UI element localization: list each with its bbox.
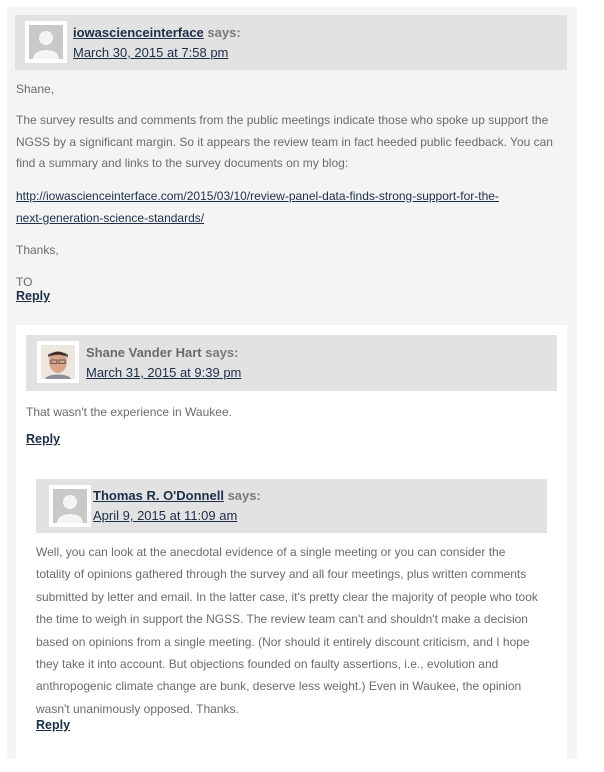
reply-button[interactable]: Reply bbox=[16, 289, 51, 303]
nested-comment bbox=[26, 469, 557, 759]
comment-paragraph: That wasn't the experience in Waukee. bbox=[26, 405, 232, 419]
says-label: says: bbox=[205, 345, 239, 360]
link-line-2: next-generation-science-standards/ bbox=[16, 210, 205, 225]
comment-paragraph: Shane, bbox=[16, 82, 55, 96]
comment-author-link[interactable]: iowascienceinterface bbox=[73, 25, 204, 40]
default-avatar-icon bbox=[29, 25, 63, 59]
nested-comment bbox=[16, 325, 567, 759]
comment-thread bbox=[7, 7, 577, 759]
comment-link-paragraph bbox=[16, 185, 556, 229]
comment-body bbox=[26, 401, 546, 423]
comment-date-link[interactable]: March 30, 2015 at 7:58 pm bbox=[73, 45, 229, 60]
avatar bbox=[37, 341, 79, 383]
comment-paragraph: Well, you can look at the anecdotal evidence of a single meeting or you can consider the totality of opinions gathered through the survey and all four meetings, plus written comments submitted by letter and email. In the latter case, it's pretty clear the majority of people who took the time to weigh in support the NGSS. The review team can't and shouldn't make a decision based on opinions from a single meeting. (Nor should it entirely discount criticism, and I hope they take it into account. But objections founded on faulty assertions, i.e., evolution and anthropogenic climate change are bunk, deserve less weight.) Even in Waukee, the opinion wasn't unanimously opposed. Thanks. bbox=[36, 545, 538, 716]
comment-body bbox=[36, 541, 542, 720]
reply-button[interactable]: Reply bbox=[36, 718, 71, 732]
comment-author: Shane Vander Hart bbox=[86, 345, 202, 360]
says-label: says: bbox=[207, 25, 241, 40]
comment-body bbox=[16, 78, 556, 293]
comment-author-link[interactable]: Thomas R. O'Donnell bbox=[93, 488, 224, 503]
comment-header bbox=[26, 335, 557, 391]
link-line-1: http://iowascienceinterface.com/2015/03/10/review-panel-data-finds-strong-support-for-the- bbox=[16, 188, 499, 203]
comment-date-link[interactable]: April 9, 2015 at 11:09 am bbox=[93, 508, 238, 523]
comment-paragraph: Thanks, bbox=[16, 242, 59, 257]
says-label: says: bbox=[227, 488, 261, 503]
comment-header bbox=[36, 479, 547, 533]
avatar bbox=[49, 485, 91, 527]
comment-paragraph: TO bbox=[16, 274, 33, 289]
reply-button[interactable]: Reply bbox=[26, 432, 61, 446]
default-avatar-icon bbox=[53, 489, 87, 523]
avatar bbox=[25, 21, 67, 63]
user-photo bbox=[41, 345, 75, 379]
comment-date-link[interactable]: March 31, 2015 at 9:39 pm bbox=[86, 365, 242, 380]
blog-link[interactable] bbox=[16, 189, 499, 225]
comment-header bbox=[15, 15, 567, 70]
comment-paragraph: The survey results and comments from the public meetings indicate those who spoke up support the NGSS by a significant margin. So it appears the review team in fact heeded public feedback. You can find a summary and links to the survey documents on my blog: bbox=[16, 113, 553, 170]
